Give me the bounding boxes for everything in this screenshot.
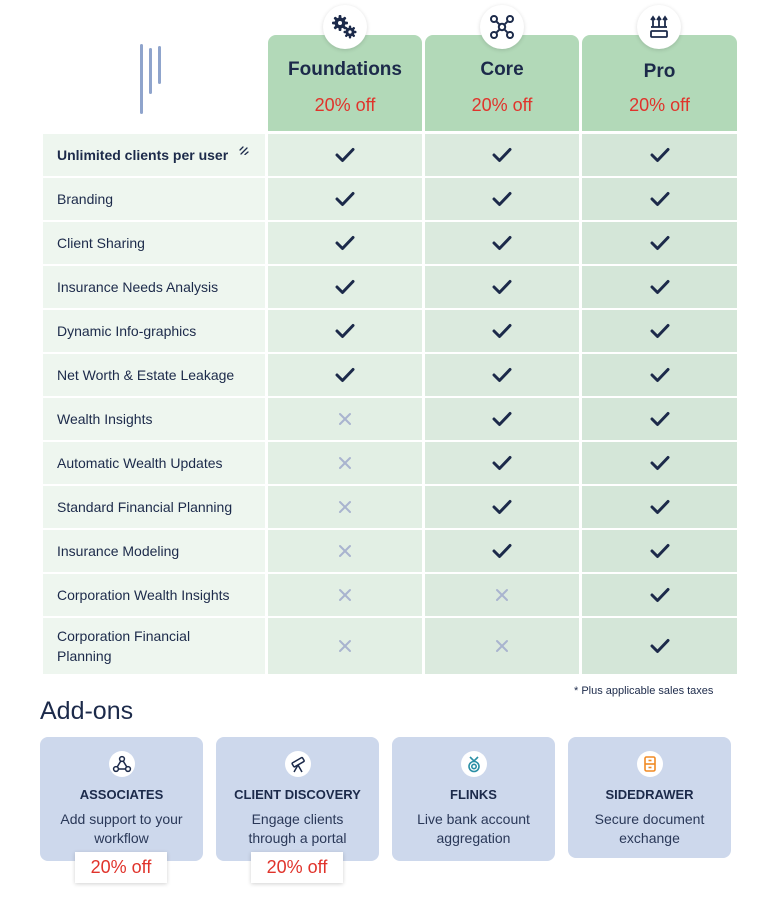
- cross-icon: [338, 456, 352, 470]
- cross-icon: [338, 588, 352, 602]
- feature-row: [43, 442, 737, 484]
- feature-label-text: Dynamic Info-graphics: [57, 323, 197, 339]
- tax-note: * Plus applicable sales taxes: [574, 685, 714, 697]
- check-icon: [492, 323, 512, 339]
- addon-name: CLIENT DISCOVERY: [234, 787, 361, 802]
- feature-cell-pro: [582, 574, 737, 616]
- feature-cell-foundations: [268, 134, 422, 176]
- sparkle-icon: [239, 140, 249, 160]
- feature-cell-foundations: [268, 486, 422, 528]
- feature-label-text: Wealth Insights: [57, 411, 153, 427]
- feature-cell-core: [425, 178, 579, 220]
- associates-icon: [109, 751, 135, 777]
- plan-discount: 20% off: [471, 95, 533, 115]
- check-icon: [492, 543, 512, 559]
- check-icon: [650, 543, 670, 559]
- telescope-icon: [285, 751, 311, 777]
- addon-card-client-discovery: [216, 737, 379, 861]
- check-icon: [492, 147, 512, 163]
- feature-label: [43, 574, 265, 616]
- cross-icon: [338, 639, 352, 653]
- addon-description: Live bank account aggregation: [417, 811, 530, 846]
- flinks-icon: [461, 751, 487, 777]
- feature-cell-core: [425, 618, 579, 674]
- feature-row: [43, 486, 737, 528]
- check-icon: [492, 279, 512, 295]
- feature-cell-foundations: [268, 266, 422, 308]
- check-icon: [650, 279, 670, 295]
- feature-cell-pro: [582, 398, 737, 440]
- feature-cell-core: [425, 354, 579, 396]
- check-icon: [335, 235, 355, 251]
- plan-discount: 20% off: [314, 95, 376, 115]
- check-icon: [492, 499, 512, 515]
- addon-card-associates: [40, 737, 203, 861]
- cross-icon: [495, 588, 509, 602]
- feature-label: [43, 618, 265, 674]
- addon-card-sidedrawer: [568, 737, 731, 858]
- feature-label-text: Unlimited clients per user: [57, 147, 229, 163]
- feature-cell-foundations: [268, 574, 422, 616]
- feature-label: [43, 266, 265, 308]
- feature-label-text: Net Worth & Estate Leakage: [57, 367, 235, 383]
- feature-label: [43, 222, 265, 264]
- addon-description: Engage clients through a portal: [248, 811, 347, 846]
- network-nodes-icon: [480, 5, 524, 49]
- plan-header-pro: [582, 35, 737, 131]
- sidedrawer-icon: [637, 751, 663, 777]
- addons-title: Add-ons: [40, 697, 134, 725]
- feature-label-text: Insurance Modeling: [57, 543, 180, 559]
- check-icon: [335, 147, 355, 163]
- addon-name: ASSOCIATES: [79, 787, 164, 802]
- feature-cell-core: [425, 266, 579, 308]
- feature-label: [43, 486, 265, 528]
- plan-header-core: [425, 35, 579, 131]
- feature-label-text: Automatic Wealth Updates: [57, 455, 223, 471]
- feature-row: [43, 178, 737, 220]
- check-icon: [335, 279, 355, 295]
- feature-cell-core: [425, 530, 579, 572]
- feature-cell-core: [425, 442, 579, 484]
- feature-label-text: Corporation Wealth Insights: [57, 587, 230, 603]
- feature-cell-pro: [582, 222, 737, 264]
- addon-description: Secure document exchange: [594, 811, 705, 846]
- check-icon: [650, 638, 670, 654]
- feature-label-text: Branding: [57, 191, 114, 207]
- feature-label-text: Insurance Needs Analysis: [57, 279, 219, 295]
- feature-cell-foundations: [268, 618, 422, 674]
- check-icon: [492, 411, 512, 427]
- check-icon: [492, 367, 512, 383]
- check-icon: [650, 455, 670, 471]
- feature-cell-pro: [582, 486, 737, 528]
- check-icon: [650, 411, 670, 427]
- feature-cell-pro: [582, 354, 737, 396]
- feature-label: [43, 134, 265, 176]
- feature-label-text: Client Sharing: [57, 235, 145, 251]
- cross-icon: [338, 500, 352, 514]
- feature-cell-foundations: [268, 310, 422, 352]
- gears-icon: [323, 5, 367, 49]
- plan-header-foundations: [268, 35, 422, 131]
- addon-description: Add support to your workflow: [60, 811, 183, 846]
- feature-row: [43, 398, 737, 440]
- feature-cell-foundations: [268, 530, 422, 572]
- feature-cell-core: [425, 134, 579, 176]
- feature-row: [43, 354, 737, 396]
- hierarchy-icon: [637, 5, 681, 49]
- feature-cell-foundations: [268, 222, 422, 264]
- check-icon: [650, 587, 670, 603]
- feature-cell-core: [425, 222, 579, 264]
- feature-row: [43, 530, 737, 572]
- feature-label: [43, 530, 265, 572]
- check-icon: [335, 191, 355, 207]
- addon-discount-associates: 20% off: [75, 852, 167, 883]
- feature-row: [43, 266, 737, 308]
- feature-cell-foundations: [268, 178, 422, 220]
- feature-row: [43, 574, 737, 616]
- check-icon: [650, 323, 670, 339]
- feature-cell-pro: [582, 310, 737, 352]
- plan-discount: 20% off: [629, 95, 690, 115]
- feature-cell-pro: [582, 530, 737, 572]
- feature-label: [43, 354, 265, 396]
- feature-row: [43, 134, 737, 176]
- feature-label: [43, 442, 265, 484]
- addon-card-flinks: [392, 737, 555, 861]
- feature-cell-core: [425, 398, 579, 440]
- feature-cell-foundations: [268, 398, 422, 440]
- feature-cell-pro: [582, 618, 737, 674]
- cross-icon: [338, 544, 352, 558]
- feature-cell-pro: [582, 266, 737, 308]
- cross-icon: [495, 639, 509, 653]
- brand-logo-icon: [138, 44, 168, 114]
- feature-label: [43, 178, 265, 220]
- feature-cell-pro: [582, 442, 737, 484]
- feature-cell-core: [425, 574, 579, 616]
- feature-cell-pro: [582, 178, 737, 220]
- check-icon: [335, 367, 355, 383]
- feature-label: [43, 398, 265, 440]
- addon-discount-client-discovery: 20% off: [251, 852, 343, 883]
- feature-cell-core: [425, 486, 579, 528]
- feature-row: [43, 618, 737, 674]
- check-icon: [650, 367, 670, 383]
- feature-row: [43, 310, 737, 352]
- check-icon: [650, 147, 670, 163]
- feature-label: [43, 310, 265, 352]
- feature-label-text: Corporation Financial Planning: [57, 628, 191, 664]
- check-icon: [650, 191, 670, 207]
- feature-cell-core: [425, 310, 579, 352]
- feature-label-text: Standard Financial Planning: [57, 499, 233, 515]
- addon-name: SIDEDRAWER: [605, 787, 694, 802]
- plan-name: Core: [480, 59, 524, 80]
- feature-cell-pro: [582, 134, 737, 176]
- feature-cell-foundations: [268, 442, 422, 484]
- check-icon: [492, 235, 512, 251]
- feature-row: [43, 222, 737, 264]
- check-icon: [492, 191, 512, 207]
- check-icon: [650, 235, 670, 251]
- plan-name: Foundations: [288, 59, 402, 80]
- addon-name: FLINKS: [450, 787, 497, 802]
- plan-name: Pro: [643, 61, 676, 82]
- cross-icon: [338, 412, 352, 426]
- check-icon: [492, 455, 512, 471]
- check-icon: [335, 323, 355, 339]
- check-icon: [650, 499, 670, 515]
- feature-cell-foundations: [268, 354, 422, 396]
